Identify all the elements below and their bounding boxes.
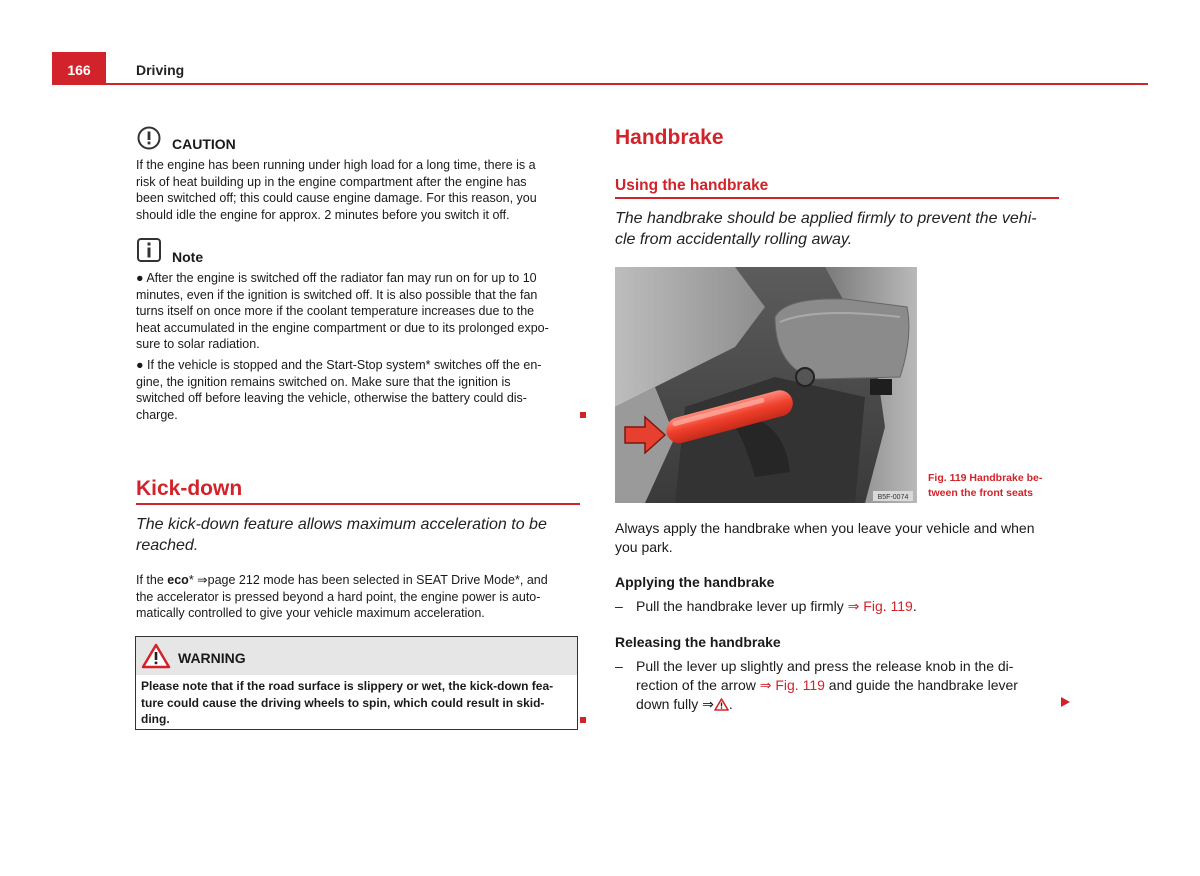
section-title: Driving: [136, 62, 185, 78]
intro-line: Always apply the handbrake when you leave your vehicle and when: [615, 520, 1035, 536]
handbrake-subheading: Using the handbrake: [615, 177, 769, 194]
releasing-line: rection of the arrow: [636, 677, 760, 693]
caution-line: should idle the engine for approx. 2 minutes before you switch it off.: [136, 207, 510, 222]
kickdown-rule: [136, 503, 580, 505]
dash: –: [615, 658, 623, 674]
note-line: turns itself on once more if the coolant temperature increases due to the: [136, 304, 535, 319]
handbrake-intro: [615, 519, 1035, 557]
releasing-step-text: [636, 657, 1018, 716]
warning-triangle-icon: [141, 643, 171, 674]
warning-line: ding.: [141, 712, 170, 726]
kickdown-text: matically controlled to give your vehicle maximum acceleration.: [136, 606, 485, 621]
punctuation: .: [728, 696, 733, 712]
note-line: ● After the engine is switched off the radiator fan may run on for up to 10: [136, 271, 537, 285]
handbrake-lead: [615, 208, 1037, 250]
warning-text: [141, 678, 571, 728]
kickdown-heading: Kick-down: [136, 477, 243, 500]
page-number: 166: [67, 62, 91, 78]
releasing-line: and guide the handbrake lever: [824, 677, 1018, 693]
note-line: heat accumulated in the engine compartment or due to its prolonged expo-: [136, 320, 549, 335]
applying-step: [615, 597, 623, 616]
punctuation: .: [912, 598, 917, 614]
releasing-line: down fully ⇒: [636, 696, 714, 712]
warning-line: ture could cause the driving wheels to spin, which could result in skid-: [141, 695, 545, 710]
kickdown-body: [136, 572, 548, 622]
applying-step-text: [636, 597, 917, 616]
kickdown-lead: [136, 514, 547, 556]
figure-code: B5F-0074: [877, 494, 909, 501]
caution-line: If the engine has been running under high load for a long time, there is a: [136, 158, 536, 172]
info-icon: [137, 238, 159, 260]
note-bullet-2: [136, 357, 541, 423]
note-line: gine, the ignition remains switched on. Make sure that the ignition is: [136, 374, 511, 389]
warning-line: Please note that if the road surface is slippery or wet, the kick-down fea-: [141, 679, 554, 693]
lead-line: The kick-down feature allows maximum acceleration to be: [136, 516, 547, 533]
continue-arrow-icon: [1061, 697, 1070, 707]
eco-label: eco: [167, 573, 189, 587]
lead-line: reached.: [136, 537, 199, 554]
header-rule: [52, 83, 1148, 85]
applying-text: Pull the handbrake lever up firmly: [636, 598, 848, 614]
note-line: minutes, even if the ignition is switched off. It is also possible that the fan: [136, 287, 538, 302]
releasing-step: [615, 657, 623, 676]
note-line: sure to solar radiation.: [136, 337, 260, 352]
handbrake-figure: [615, 267, 917, 503]
lead-line: cle from accidentally rolling away.: [615, 231, 853, 248]
caution-line: been switched off; this could cause engine damage. For this reason, you: [136, 191, 537, 206]
note-line: charge.: [136, 407, 178, 422]
caution-text: [136, 157, 537, 223]
caption-line: Fig. 119 Handbrake be-: [928, 472, 1043, 484]
figure-caption: [928, 471, 1063, 500]
section-end-mark: [580, 717, 586, 723]
caution-line: risk of heat building up in the engine compartment after the engine has: [136, 174, 527, 189]
dash: –: [615, 598, 623, 614]
intro-line: you park.: [615, 539, 673, 555]
kickdown-text: If the: [136, 573, 168, 587]
releasing-line: Pull the lever up slightly and press the release knob in the di-: [636, 658, 1014, 674]
handbrake-subheading-rule: [615, 197, 1059, 199]
kickdown-text: * ⇒page 212 mode has been selected in SEAT Drive Mode*, and: [188, 573, 548, 587]
fig-ref-link[interactable]: ⇒ Fig. 119: [847, 598, 913, 614]
note-line: ● If the vehicle is stopped and the Start-Stop system* switches off the en-: [136, 358, 542, 372]
caution-title: CAUTION: [172, 136, 236, 152]
section-end-mark: [580, 412, 586, 418]
handbrake-heading: Handbrake: [615, 126, 724, 149]
note-title: Note: [172, 249, 204, 265]
caption-line: tween the front seats: [928, 486, 1034, 499]
lead-line: The handbrake should be applied firmly to prevent the vehi-: [615, 210, 1037, 227]
warning-ref-icon[interactable]: [714, 697, 729, 716]
note-bullet-1: [136, 270, 549, 353]
kickdown-text: the accelerator is pressed beyond a hard point, the engine power is auto-: [136, 589, 541, 604]
applying-title: Applying the handbrake: [615, 574, 775, 590]
caution-icon: [137, 126, 159, 148]
note-line: switched off before leaving the vehicle, otherwise the battery could dis-: [136, 391, 527, 406]
warning-title: WARNING: [178, 650, 246, 666]
releasing-title: Releasing the handbrake: [615, 634, 781, 650]
fig-ref-link[interactable]: ⇒ Fig. 119: [759, 677, 825, 693]
